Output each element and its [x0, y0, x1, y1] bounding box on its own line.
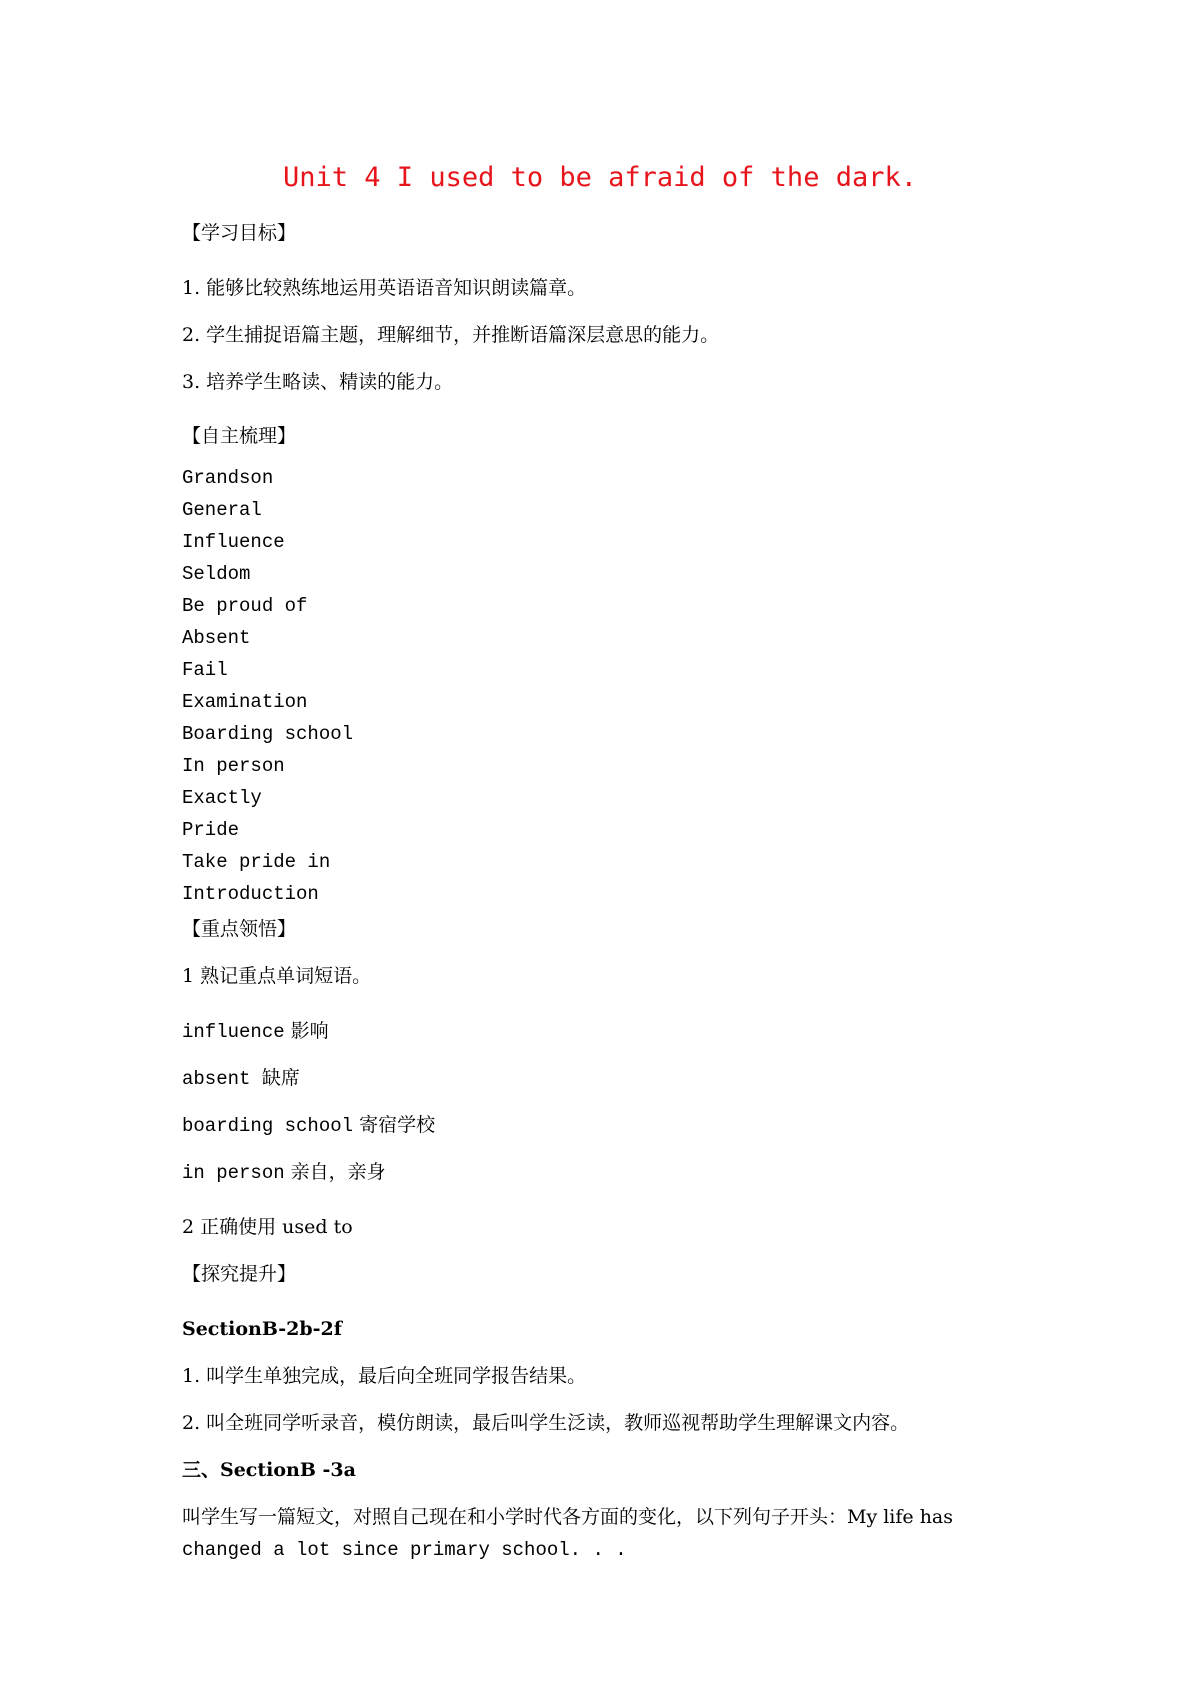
task-text: changed a lot since primary school. . .	[182, 1539, 627, 1561]
section-label: 三、SectionB -3a	[182, 1459, 356, 1481]
word-item: Seldom	[182, 563, 251, 585]
section-label: SectionB-2b-2f	[182, 1318, 342, 1340]
vocab-row	[182, 1112, 435, 1139]
word-item: Introduction	[182, 883, 319, 905]
word-item: Pride	[182, 819, 240, 841]
objective-item: 3. 培养学生略读、精读的能力。	[182, 371, 454, 393]
word-item: In person	[182, 755, 285, 777]
word-item: Exactly	[182, 787, 262, 809]
vocab-zh: 寄宿学校	[359, 1114, 436, 1136]
vocab-en: absent	[182, 1068, 262, 1090]
explore-step: 1. 叫学生单独完成，最后向全班同学报告结果。	[182, 1365, 587, 1387]
key-points-intro: 1 熟记重点单词短语。	[182, 965, 372, 987]
vocab-row	[182, 1159, 386, 1186]
vocab-row	[182, 1065, 300, 1092]
word-item: Be proud of	[182, 595, 308, 617]
objectives-heading: 【学习目标】	[182, 222, 297, 244]
word-item: Absent	[182, 627, 251, 649]
vocab-zh: 亲自，亲身	[290, 1161, 386, 1183]
word-item: Grandson	[182, 467, 274, 489]
word-item: Examination	[182, 691, 308, 713]
key-points-heading: 【重点领悟】	[182, 918, 297, 940]
word-item: General	[182, 499, 262, 521]
word-item: Influence	[182, 531, 285, 553]
vocab-zh: 缺席	[261, 1067, 300, 1089]
vocab-en: boarding school	[182, 1115, 354, 1137]
task-text: 叫学生写一篇短文，对照自己现在和小学时代各方面的变化，以下列句子开头：My life has	[182, 1506, 954, 1528]
word-item: Fail	[182, 659, 228, 681]
vocab-en: influence	[182, 1021, 285, 1043]
word-item: Boarding school	[182, 723, 354, 745]
page-title: Unit 4 I used to be afraid of the dark.	[283, 162, 917, 193]
explore-heading: 【探究提升】	[182, 1263, 297, 1285]
vocab-zh: 影响	[290, 1020, 329, 1042]
objective-item: 1. 能够比较熟练地运用英语语音知识朗读篇章。	[182, 277, 587, 299]
usage-item: 2 正确使用 used to	[182, 1216, 353, 1238]
vocab-row	[182, 1018, 329, 1045]
vocab-en: in person	[182, 1162, 285, 1184]
word-item: Take pride in	[182, 851, 331, 873]
explore-step: 2. 叫全班同学听录音，模仿朗读，最后叫学生泛读，教师巡视帮助学生理解课文内容。	[182, 1412, 910, 1434]
self-study-heading: 【自主梳理】	[182, 425, 297, 447]
objective-item: 2. 学生捕捉语篇主题，理解细节，并推断语篇深层意思的能力。	[182, 324, 720, 346]
